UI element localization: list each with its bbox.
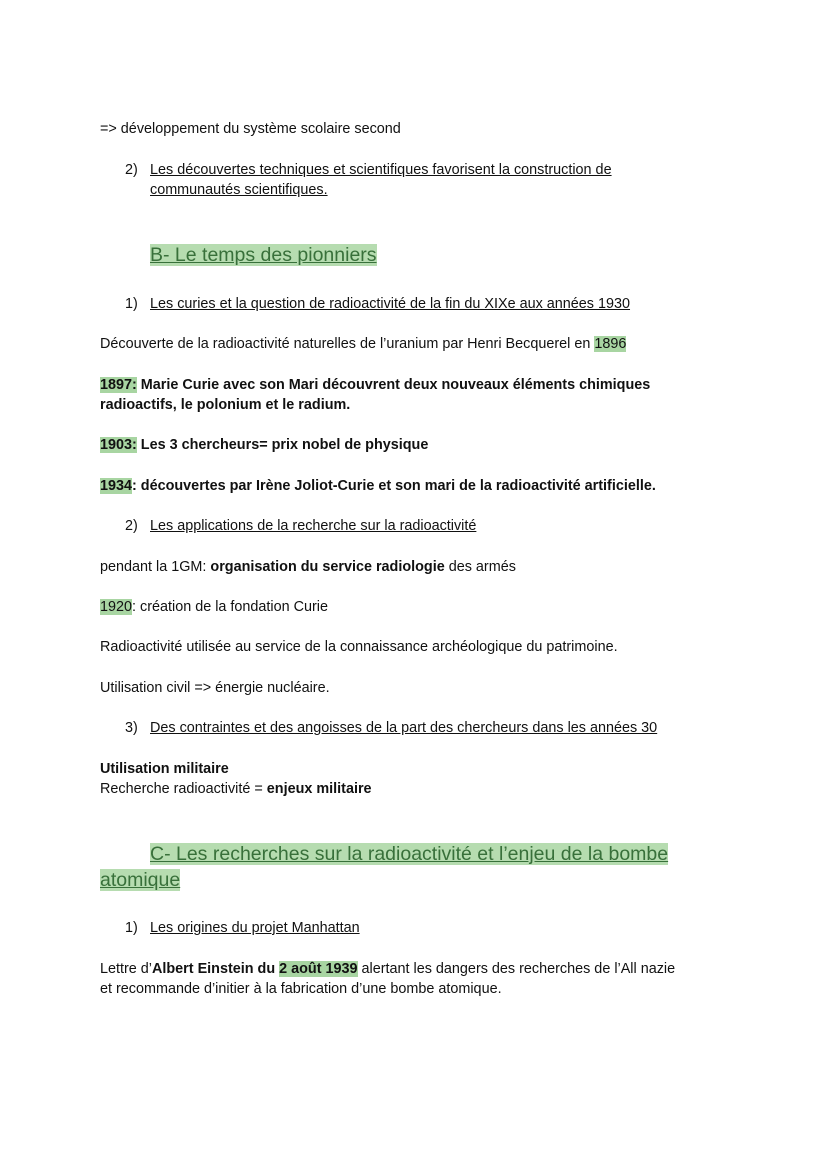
- paragraph-text: Découverte de la radioactivité naturelles de l’uranium par Henri Becquerel en: [100, 336, 595, 352]
- list-number: 2): [125, 162, 138, 178]
- paragraph-text: alertant les dangers des recherches de l’All nazie: [357, 961, 676, 977]
- paragraph-text: Recherche radioactivité =: [100, 781, 267, 797]
- paragraph-text: Lettre d’: [100, 961, 152, 977]
- paragraph-einstein: [100, 959, 675, 979]
- paragraph-1897: [100, 375, 650, 395]
- subheading-line2: communautés scientifiques.: [150, 182, 328, 198]
- subheading-applications: Les applications de la recherche sur la radioactivité: [150, 518, 477, 534]
- section-c-heading-line1: [150, 841, 668, 867]
- paragraph-text: Les 3 chercheurs= prix nobel de physique: [136, 437, 429, 453]
- paragraph-1920: [100, 597, 328, 617]
- highlighted-year: 1896: [594, 336, 627, 352]
- section-b-heading: [150, 242, 377, 268]
- paragraph-1934: [100, 476, 656, 496]
- subheading-line1: Les découvertes techniques et scientifiques favorisent la construction de: [150, 162, 612, 178]
- list-number: 1): [125, 920, 138, 936]
- paragraph-1gm: [100, 557, 516, 577]
- bold-text: enjeux militaire: [266, 781, 372, 797]
- subheading-curies: Les curies et la question de radioactivité de la fin du XIXe aux années 1930: [150, 296, 631, 312]
- highlighted-year: 1897:: [100, 377, 137, 393]
- bold-text: Albert Einstein du: [152, 961, 280, 977]
- highlighted-year: 1903:: [100, 437, 137, 453]
- paragraph-text: pendant la 1GM:: [100, 559, 211, 575]
- highlighted-date: 2 août 1939: [279, 961, 358, 977]
- list-number: 2): [125, 518, 138, 534]
- paragraph-text: : découvertes par Irène Joliot-Curie et son mari de la radioactivité artificielle.: [132, 478, 656, 494]
- section-b-heading-text: B- Le temps des pionniers: [150, 244, 377, 266]
- paragraph-enjeux: [100, 779, 372, 799]
- paragraph-militaire: Utilisation militaire: [100, 761, 229, 777]
- paragraph-text: : création de la fondation Curie: [132, 599, 329, 615]
- bold-text: organisation du service radiologie: [210, 559, 445, 575]
- paragraph-einstein-line2: et recommande d’initier à la fabrication d’une bombe atomique.: [100, 981, 502, 997]
- paragraph-text: des armés: [444, 559, 516, 575]
- section-c-heading-line2: [100, 867, 180, 893]
- paragraph-archeologie: Radioactivité utilisée au service de la connaissance archéologique du patrimoine.: [100, 639, 618, 655]
- paragraph-becquerel: [100, 334, 626, 354]
- highlighted-year: 1934: [100, 478, 133, 494]
- paragraph-1897-line2: radioactifs, le polonium et le radium.: [100, 397, 351, 413]
- paragraph-text: Marie Curie avec son Mari découvrent deux nouveaux éléments chimiques: [136, 377, 651, 393]
- paragraph-1903: [100, 435, 428, 455]
- section-c-heading-text: atomique: [100, 869, 181, 891]
- list-number: 3): [125, 720, 138, 736]
- list-number: 1): [125, 296, 138, 312]
- paragraph-civil: Utilisation civil => énergie nucléaire.: [100, 680, 330, 696]
- subheading-contraintes: Des contraintes et des angoisses de la part des chercheurs dans les années 30: [150, 720, 658, 736]
- section-c-heading-text: C- Les recherches sur la radioactivité et l’enjeu de la bombe: [150, 843, 669, 865]
- subheading-manhattan: Les origines du projet Manhattan: [150, 920, 360, 936]
- intro-line: => développement du système scolaire second: [100, 121, 401, 137]
- highlighted-year: 1920: [100, 599, 133, 615]
